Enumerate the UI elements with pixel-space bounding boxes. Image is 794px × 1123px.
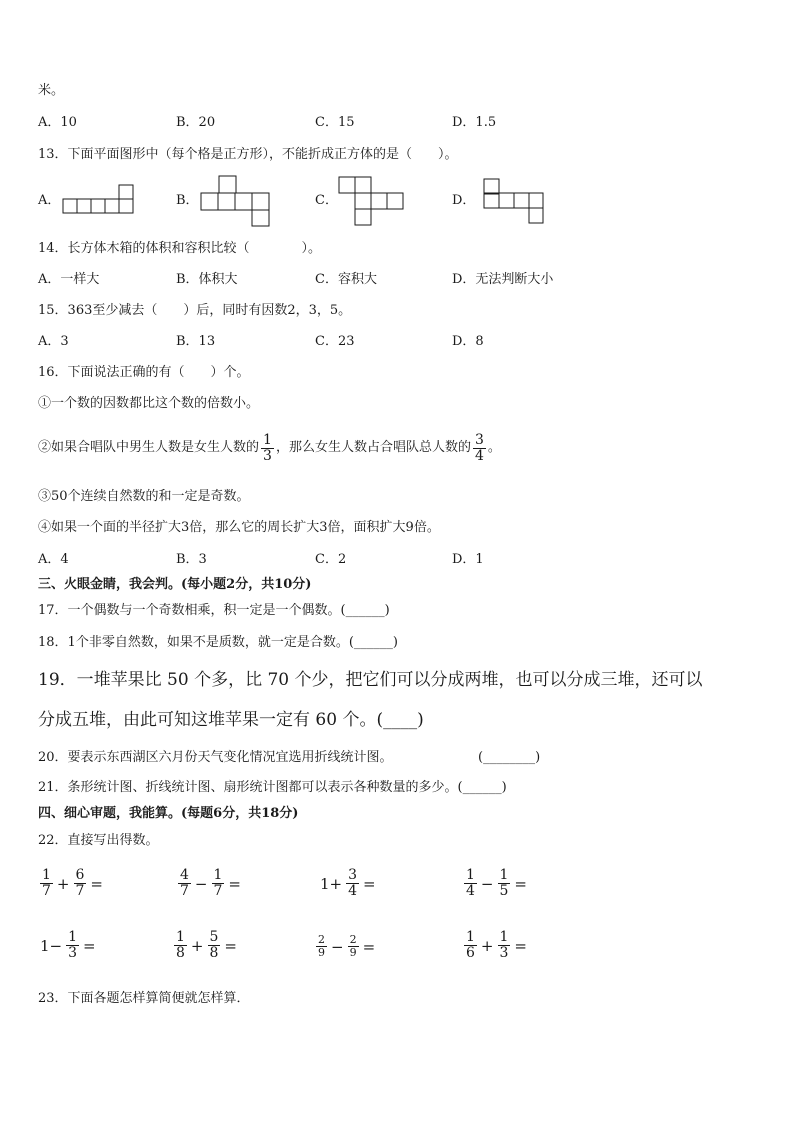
fraction-denominator: 4 [474, 447, 484, 464]
equals-sign: = [362, 937, 376, 956]
equals-sign: = [90, 874, 103, 893]
operator: + [56, 874, 70, 893]
fraction-denominator: 3 [263, 447, 272, 464]
q19-line-2: 分成五堆，由此可知这堆苹果一定有 60 个。(____) [38, 710, 424, 730]
fraction [346, 868, 359, 899]
q12-option-c[interactable]: C．15 [315, 115, 355, 130]
fraction-denominator: 4 [348, 883, 358, 899]
operator: + [480, 936, 494, 955]
q19-line-1: 19．一堆苹果比 50 个多，比 70 个少，把它们可以分成两堆，也可以分成三堆，还可以 [38, 670, 703, 690]
section-4-heading: 四、细心审题，我能算。(每题6分，共18分) [38, 806, 299, 821]
operator: − [331, 937, 344, 956]
fraction [212, 868, 225, 899]
q16-statement-1: ①一个数的因数都比这个数的倍数小。 [38, 396, 260, 411]
fraction-denominator: 7 [213, 883, 223, 899]
fraction-numerator: 2 [349, 933, 357, 946]
calc-expression-6 [172, 930, 239, 961]
fraction-denominator: 4 [466, 883, 475, 899]
calc-expression-5 [38, 930, 98, 961]
q12-tail: 米。 [38, 83, 65, 98]
q16-statement-4: ④如果一个面的半径扩大3倍，那么它的周长扩大3倍，面积扩大9倍。 [38, 520, 440, 535]
q16-statement-2 [38, 430, 501, 466]
q13-option-b[interactable]: B． [176, 193, 199, 208]
q21: 21．条形统计图、折线统计图、扇形统计图都可以表示各种数量的多少。(______) [38, 780, 507, 795]
fraction-numerator: 3 [348, 867, 358, 883]
fraction [74, 868, 87, 899]
q15-stem: 15．363至少减去（ ）后，同时有因数2，3，5。 [38, 303, 352, 318]
fraction-denominator: 6 [466, 945, 475, 961]
q14-option-a[interactable]: A．一样大 [38, 272, 100, 287]
calc-expression-4 [462, 868, 529, 899]
fraction [316, 934, 327, 959]
fraction-numerator: 5 [209, 929, 219, 945]
q13-option-a[interactable]: A． [38, 193, 61, 208]
equals-sign: = [514, 874, 527, 893]
calc-expression-7 [314, 934, 377, 959]
q13-net-b [200, 175, 276, 227]
q16-statement-3: ③50个连续自然数的和一定是奇数。 [38, 489, 250, 504]
q13-option-c[interactable]: C． [315, 193, 338, 208]
fraction [498, 868, 511, 899]
equals-sign: = [224, 936, 237, 955]
calc-expression-2 [176, 868, 243, 899]
whole-number-prefix: 1− [40, 936, 63, 955]
q15-option-b[interactable]: B．13 [176, 334, 216, 349]
q16-option-c[interactable]: C．2 [315, 552, 347, 567]
fraction [208, 930, 221, 961]
q15-option-d[interactable]: D．8 [452, 334, 484, 349]
operator: − [480, 874, 494, 893]
q13-net-d [483, 178, 545, 224]
whole-number-prefix: 1+ [320, 874, 343, 893]
calc-expression-3 [318, 868, 378, 899]
fraction [178, 868, 191, 899]
fraction-three-quarters [473, 433, 486, 464]
fraction [464, 868, 477, 899]
q12-option-b[interactable]: B．20 [176, 115, 216, 130]
q16-option-b[interactable]: B．3 [176, 552, 207, 567]
q14-stem: 14．长方体木箱的体积和容积比较（ ）。 [38, 241, 322, 256]
q15-option-a[interactable]: A．3 [38, 334, 69, 349]
q14-option-c[interactable]: C．容积大 [315, 272, 377, 287]
fraction [498, 930, 511, 961]
q22-stem: 22．直接写出得数。 [38, 833, 159, 848]
fraction-one-third [261, 433, 274, 464]
q17: 17．一个偶数与一个奇数相乘，积一定是一个偶数。(______) [38, 603, 390, 618]
fraction-denominator: 8 [176, 945, 185, 961]
q20: 20．要表示东西湖区六月份天气变化情况宜选用折线统计图。 [38, 750, 393, 765]
equals-sign: = [514, 936, 527, 955]
q16-option-a[interactable]: A．4 [38, 552, 69, 567]
q23-stem: 23．下面各题怎样算简便就怎样算． [38, 991, 250, 1006]
fraction-numerator: 3 [474, 431, 484, 448]
q13-option-d[interactable]: D． [452, 193, 476, 208]
equals-sign: = [363, 874, 376, 893]
fraction-denominator: 9 [349, 946, 357, 959]
fraction-denominator: 7 [75, 883, 85, 899]
fraction-numerator: 1 [466, 867, 475, 883]
q13-net-c [338, 176, 404, 226]
fraction-numerator: 6 [75, 867, 85, 883]
operator: + [190, 936, 204, 955]
q16-stem: 16．下面说法正确的有（ ）个。 [38, 365, 250, 380]
q15-option-c[interactable]: C．23 [315, 334, 355, 349]
fraction-denominator: 7 [180, 883, 189, 899]
fraction-numerator: 2 [318, 933, 325, 946]
q13-net-a [62, 184, 138, 214]
q14-option-b[interactable]: B．体积大 [176, 272, 238, 287]
q13-stem: 13．下面平面图形中（每个格是正方形），不能折成正方体的是（ ）。 [38, 147, 458, 162]
fraction-denominator: 3 [499, 945, 509, 961]
section-3-heading: 三、火眼金睛，我会判。(每小题2分，共10分) [38, 577, 312, 592]
fraction [66, 930, 79, 961]
statement-2-part-b: ，那么女生人数占合唱队总人数的 [275, 440, 471, 455]
calc-expression-8 [462, 930, 529, 961]
fraction [174, 930, 187, 961]
fraction [348, 934, 359, 959]
fraction-denominator: 5 [499, 883, 509, 899]
equals-sign: = [83, 936, 96, 955]
fraction-numerator: 1 [42, 867, 51, 883]
fraction-denominator: 8 [209, 945, 219, 961]
fraction-numerator: 1 [466, 929, 475, 945]
fraction-denominator: 9 [318, 946, 325, 959]
fraction-denominator: 3 [68, 945, 78, 961]
fraction-numerator: 4 [180, 867, 189, 883]
q18: 18．1个非零自然数，如果不是质数，就一定是合数。(______) [38, 635, 398, 650]
fraction-denominator: 7 [42, 883, 51, 899]
q12-option-d[interactable]: D．1.5 [452, 115, 497, 130]
fraction-numerator: 1 [499, 867, 509, 883]
fraction-numerator: 1 [68, 929, 78, 945]
fraction-numerator: 1 [263, 431, 272, 448]
statement-2-part-a: ②如果合唱队中男生人数是女生人数的 [38, 440, 260, 455]
q12-option-a[interactable]: A．10 [38, 115, 77, 130]
fraction-numerator: 1 [499, 929, 509, 945]
q16-option-d[interactable]: D．1 [452, 552, 484, 567]
equals-sign: = [228, 874, 241, 893]
q20-answer-blank[interactable]: (________) [478, 750, 541, 765]
fraction [464, 930, 477, 961]
fraction-numerator: 1 [213, 867, 223, 883]
calc-expression-1 [38, 868, 105, 899]
fraction-numerator: 1 [176, 929, 185, 945]
q14-option-d[interactable]: D．无法判断大小 [452, 272, 554, 287]
operator: − [194, 874, 208, 893]
statement-2-part-c: 。 [487, 440, 501, 455]
fraction [40, 868, 53, 899]
